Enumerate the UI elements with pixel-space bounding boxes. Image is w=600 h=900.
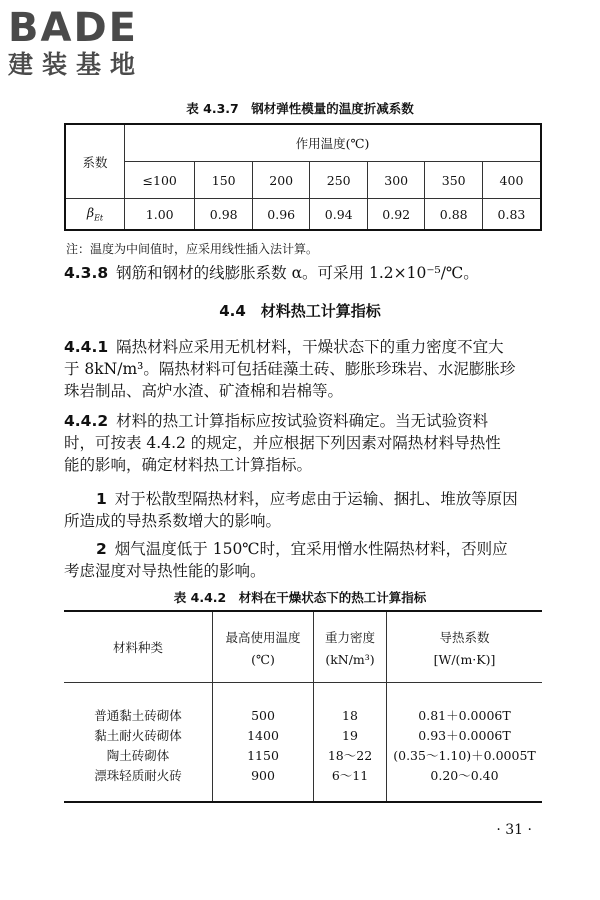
conductivity-cell: (0.35～1.10)＋0.0005T — [393, 748, 536, 763]
temp-cell: 150 — [195, 162, 253, 199]
clause-4-4-1 — [64, 336, 515, 402]
clause-line: 于 8kN/m³。隔热材料可包括硅藻土砖、膨胀珍珠岩、水泥膨胀珍 — [64, 360, 516, 378]
clause-number: 4.3.8 — [64, 264, 109, 282]
material-cell: 漂珠轻质耐火砖 — [64, 765, 213, 785]
clause-line: 能的影响，确定材料热工计算指标。 — [64, 456, 313, 474]
table-4-3-7-caption: 表 4.3.7 钢材弹性模量的温度折减系数 — [186, 101, 414, 116]
clause-4-3-8 — [64, 262, 479, 284]
header-conductivity: 导热系数 [W/(m·K)] — [387, 611, 543, 683]
max-temp-cell: 1150 — [213, 745, 314, 765]
value-cell: 0.96 — [252, 199, 310, 231]
page-number: · 31 · — [496, 822, 532, 838]
value-cell: 1.00 — [125, 199, 195, 231]
density-cell: 18 — [314, 705, 387, 725]
item-number: 2 — [96, 540, 107, 558]
material-cell: 普通黏土砖砌体 — [64, 705, 213, 725]
row-header-coefficient: 系数 — [65, 124, 125, 199]
temp-cell: 250 — [310, 162, 368, 199]
max-temp-cell: 500 — [213, 705, 314, 725]
table-row — [64, 705, 542, 725]
max-temp-cell: 1400 — [213, 725, 314, 745]
clause-line: 材料的热工计算指标应按试验资料确定。当无试验资料 — [116, 412, 489, 430]
conductivity-cell: 0.93＋0.0006T — [418, 728, 511, 743]
item-line: 对于松散型隔热材料，应考虑由于运输、捆扎、堆放等原因 — [114, 490, 518, 508]
table-4-4-2 — [64, 610, 542, 803]
temp-cell: 300 — [367, 162, 425, 199]
list-item-1 — [64, 488, 518, 532]
value-cell: 0.94 — [310, 199, 368, 231]
item-line: 考虑湿度对导热性能的影响。 — [64, 562, 266, 580]
header-density: 重力密度 (kN/m³) — [314, 611, 387, 683]
temp-cell: 350 — [425, 162, 483, 199]
table-row — [64, 765, 542, 785]
max-temp-cell: 900 — [213, 765, 314, 785]
logo-chinese-text: 建装基地 — [8, 50, 145, 79]
table-4-4-2-caption: 表 4.4.2 材料在干燥状态下的热工计算指标 — [173, 590, 427, 605]
bade-logo — [8, 6, 178, 80]
item-number: 1 — [96, 490, 107, 508]
value-cell: 0.83 — [482, 199, 541, 231]
clause-number: 4.4.2 — [64, 412, 109, 430]
clause-line: 珠岩制品、高炉水渣、矿渣棉和岩棉等。 — [64, 382, 344, 400]
clause-4-4-2 — [64, 410, 501, 476]
conductivity-cell: 0.81＋0.0006T — [418, 708, 511, 723]
clause-text: 钢筋和钢材的线膨胀系数 α。可采用 1.2×10⁻⁵/℃。 — [116, 264, 479, 282]
value-cell: 0.92 — [367, 199, 425, 231]
header-material: 材料种类 — [64, 611, 213, 683]
clause-line: 时，可按表 4.4.2 的规定，并应根据下列因素对隔热材料导热性 — [64, 434, 501, 452]
conductivity-cell: 0.20～0.40 — [430, 768, 499, 783]
material-cell: 黏土耐火砖砌体 — [64, 725, 213, 745]
item-line: 所造成的导热系数增大的影响。 — [64, 512, 282, 530]
item-line: 烟气温度低于 150℃时，宜采用憎水性隔热材料，否则应 — [114, 540, 508, 558]
section-4-4-heading: 4.4 材料热工计算指标 — [219, 302, 381, 320]
table-4-3-7 — [64, 123, 542, 231]
density-cell: 6～11 — [314, 765, 387, 785]
table-row — [64, 745, 542, 765]
density-cell: 18～22 — [314, 745, 387, 765]
beta-symbol: $\beta_{Et}$ — [65, 199, 125, 231]
col-group-temperature: 作用温度(℃) — [125, 124, 542, 162]
density-cell: 19 — [314, 725, 387, 745]
table-note: 注：温度为中间值时，应采用线性插入法计算。 — [66, 242, 319, 256]
value-cell: 0.98 — [195, 199, 253, 231]
list-item-2 — [64, 538, 508, 582]
header-max-temp: 最高使用温度 (℃) — [213, 611, 314, 683]
clause-line: 隔热材料应采用无机材料，干燥状态下的重力密度不宜大 — [116, 338, 504, 356]
clause-number: 4.4.1 — [64, 338, 109, 356]
value-cell: 0.88 — [425, 199, 483, 231]
material-cell: 陶土砖砌体 — [64, 745, 213, 765]
table-row — [64, 725, 542, 745]
temp-cell: 400 — [482, 162, 541, 199]
temp-cell: 200 — [252, 162, 310, 199]
logo-wordmark: BADE — [8, 5, 138, 51]
temp-cell: ≤100 — [125, 162, 195, 199]
